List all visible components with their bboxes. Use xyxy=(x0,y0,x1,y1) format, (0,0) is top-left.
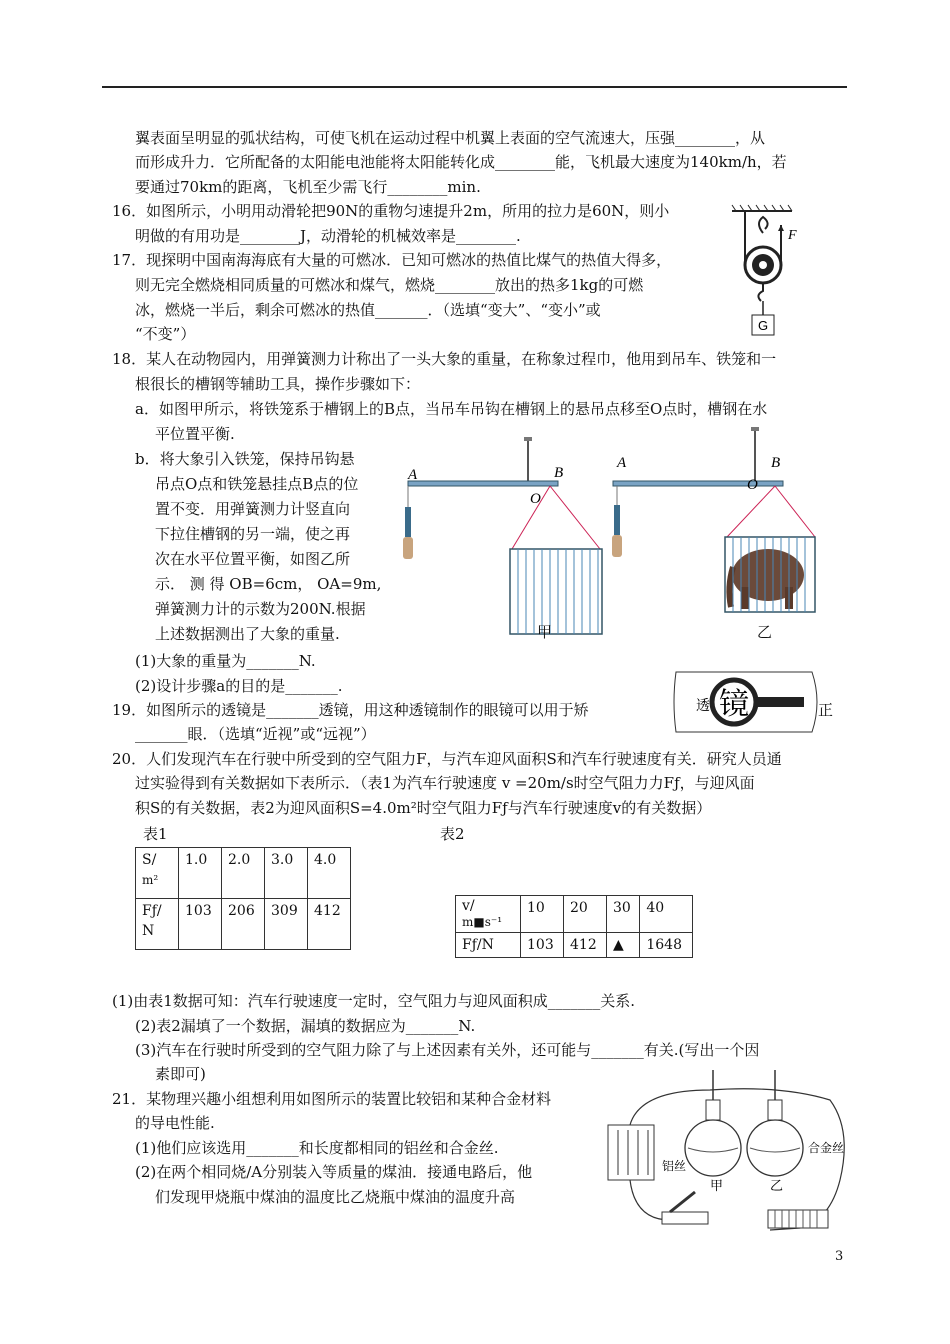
q20-line2: 过实验得到有关数据如下表所示．（表1为汽车行驶速度 v =20m/s时空气阻力力Fƒ，与迎风面 xyxy=(135,774,755,792)
q18-line1: 18．某人在动物园内，用弹簧测力计称出了一头大象的重量，在称象过程巾，他用到吊车、铁笼和一 xyxy=(112,350,777,368)
table2-row-f xyxy=(456,933,693,958)
circuit-al-label: 铝丝 xyxy=(662,1159,687,1173)
q20-line1: 20．人们发现汽车在行驶中所受到的空气阻力F，与汽车迎风面积S和汽车行驶速度有关．研究人员通 xyxy=(112,750,782,768)
table1-cell: 412 xyxy=(308,899,351,950)
pulley-force-label: F xyxy=(788,228,797,243)
page-number: 3 xyxy=(835,1249,844,1264)
caption-jia: 甲 xyxy=(537,623,553,641)
circuit-jia-label: 甲 xyxy=(710,1179,724,1194)
q18-step-a2: 平位置平衡. xyxy=(155,425,235,443)
q17-line3: 冰，燃烧一半后，剩余可燃冰的热值_______．（选填“变大”、“变小”或 xyxy=(135,301,601,319)
q20-sub3b: 素即可) xyxy=(155,1065,206,1083)
table1-cell: 206 xyxy=(222,899,265,950)
table2-cell: 10 xyxy=(521,896,564,933)
table2-cell-missing: ▲ xyxy=(607,933,640,958)
q21-sub2b: 们发现甲烧瓶中煤油的温度比乙烧瓶中煤油的温度升高 xyxy=(155,1188,516,1206)
q20-sub2: (2)表2漏填了一个数据，漏填的数据应为_______N. xyxy=(135,1017,476,1035)
q18-line2: 根很长的槽钢等辅助工具，操作步骤如下： xyxy=(135,375,421,393)
table1-caption: 表1 xyxy=(143,825,168,843)
q19-line2: _______眼．（选填“近视”或“远视”） xyxy=(135,725,376,743)
q18-step-b2: 吊点O点和铁笼悬挂点B点的位 xyxy=(155,475,359,493)
q21-line1: 21．某物理兴趣小组想利用如图所示的装置比较铝和某种合金材料 xyxy=(112,1090,552,1108)
lens-left-text: 透 xyxy=(696,698,710,714)
table1-cell: 4.0 xyxy=(308,848,351,899)
circuit-figure xyxy=(600,1070,860,1240)
q19-line1-end: 正 xyxy=(818,701,834,719)
table2-header-v: v/ m■s⁻¹ xyxy=(456,896,521,933)
q21-sub2a: (2)在两个相同烧/A分别装入等质量的煤油．接通电路后，他 xyxy=(135,1163,533,1181)
q17-line1: 17．现探明中国南海海底有大量的可燃冰．已知可燃冰的热值比煤气的热值大得多， xyxy=(112,251,672,269)
lever-yi-label-b: B xyxy=(771,455,781,471)
lever-jia-label-a: A xyxy=(408,467,418,483)
q20-sub1: (1)由表1数据可知：汽车行驶速度一定时，空气阻力与迎风面积成_______关系. xyxy=(112,992,636,1010)
lever-yi-label-a: A xyxy=(617,455,627,471)
q18-step-b6: 示． 测 得 OB=6cm， OA=9m, xyxy=(155,575,382,593)
pulley-figure xyxy=(728,205,808,345)
lever-figure-jia xyxy=(400,437,610,647)
q18-step-b5: 次在水平位置平衡，如图乙所 xyxy=(155,550,351,568)
q18-step-b7: 弹簧测力计的示数为200N.根据 xyxy=(155,600,366,618)
q20-sub3a: (3)汽车在行驶时所受到的空气阻力除了与上述因素有关外，还可能与_______有关.(写出一个因 xyxy=(135,1041,760,1059)
table2-cell: 20 xyxy=(564,896,607,933)
q18-sub2: (2)设计步骤a的目的是_______. xyxy=(135,677,343,695)
table2-row-v xyxy=(456,896,693,933)
table2-cell: 103 xyxy=(521,933,564,958)
table2-cell: 1648 xyxy=(640,933,693,958)
table1-header-s: S/ m² xyxy=(136,848,179,899)
q18-step-a1: a．如图甲所示，将铁笼系于槽钢上的B点，当吊车吊钩在槽钢上的悬吊点移至O点时，槽钢在水 xyxy=(135,400,768,418)
table1 xyxy=(135,847,351,950)
table1-cell: 1.0 xyxy=(179,848,222,899)
table1-row-s xyxy=(136,848,351,899)
q18-step-b8: 上述数据测出了大象的重量. xyxy=(155,625,340,643)
header-rule xyxy=(102,86,847,88)
q17-line4: “不变”） xyxy=(135,325,196,343)
q18-sub1: (1)大象的重量为_______N. xyxy=(135,652,316,670)
lever-figure-yi xyxy=(605,427,815,627)
table1-cell: 309 xyxy=(265,899,308,950)
lens-magnified-char: 镜 xyxy=(719,687,749,722)
q18-step-b4: 下拉住槽钢的另一端，使之再 xyxy=(155,525,351,543)
lens-figure xyxy=(672,662,822,742)
q16-line1: 16．如图所示，小明用动滑轮把90N的重物匀速提升2m，所用的拉力是60N，则小 xyxy=(112,202,670,220)
table1-cell: 3.0 xyxy=(265,848,308,899)
q17-line2: 则无完全燃烧相同质量的可燃冰和煤气，燃烧________放出的热多1kg的可燃 xyxy=(135,276,644,294)
table1-cell: 2.0 xyxy=(222,848,265,899)
q18-step-b1: b．将大象引入铁笼，保持吊钩悬 xyxy=(135,450,355,468)
table2-cell: 40 xyxy=(640,896,693,933)
caption-yi: 乙 xyxy=(757,623,773,641)
table2-cell: 412 xyxy=(564,933,607,958)
q15-line3: 要通过70km的距离，飞机至少需飞行________min. xyxy=(135,178,481,196)
q18-step-b3: 置不变．用弹簧测力计竖直向 xyxy=(155,500,351,518)
lever-jia-label-b: B xyxy=(554,465,564,481)
q21-line2: 的导电性能. xyxy=(135,1114,215,1132)
circuit-yi-label: 乙 xyxy=(770,1179,784,1194)
table2-cell: 30 xyxy=(607,896,640,933)
circuit-alloy-label: 合金丝 xyxy=(808,1141,845,1155)
q20-line3: 积S的有关数据，表2为迎风面积S=4.0m²时空气阻力Fƒ与汽车行驶速度v的有关数据） xyxy=(135,799,712,817)
lever-yi-label-o: O xyxy=(747,477,758,493)
q15-line2: 而形成升力．它所配备的太阳能电池能将太阳能转化成________能，飞机最大速度为140km/h，若 xyxy=(135,153,787,171)
table2 xyxy=(455,895,693,958)
q16-line2: 明做的有用功是________J，动滑轮的机械效率是________. xyxy=(135,227,521,245)
q15-line1: 翼表面呈明显的弧状结构，可使飞机在运动过程中机翼上表面的空气流速大，压强________，从 xyxy=(135,129,766,147)
table2-header-f: Fƒ/N xyxy=(456,933,521,958)
pulley-weight-label: G xyxy=(757,318,769,333)
lever-jia-label-o: O xyxy=(530,491,541,507)
q19-line1: 19．如图所示的透镜是_______透镜，用这种透镜制作的眼镜可以用于矫 xyxy=(112,701,589,719)
table1-cell: 103 xyxy=(179,899,222,950)
table1-header-f: Fƒ/ N xyxy=(136,899,179,950)
table2-caption: 表2 xyxy=(440,825,465,843)
q21-sub1: (1)他们应该选用_______和长度都相同的铝丝和合金丝. xyxy=(135,1139,499,1157)
table1-row-f xyxy=(136,899,351,950)
